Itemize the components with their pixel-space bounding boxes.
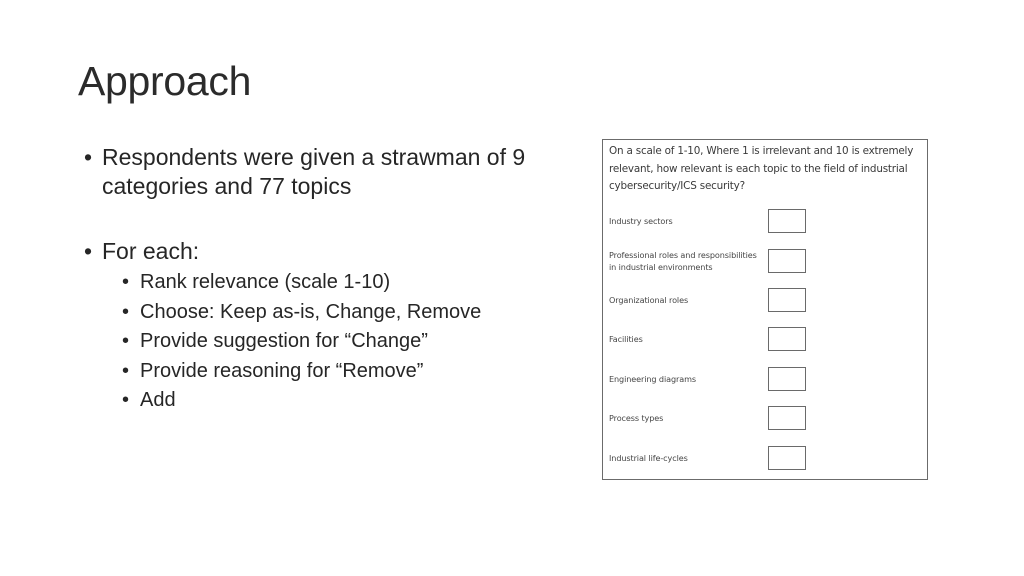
survey-row-facilities (603, 327, 929, 353)
survey-row-label: Engineering diagrams (609, 374, 697, 384)
survey-row-engineering-diagrams (603, 367, 929, 393)
survey-row-label: Professional roles and responsibilities in industrial environments (609, 250, 757, 272)
survey-row-industry-sectors (603, 209, 929, 235)
survey-question: On a scale of 1-10, Where 1 is irrelevant and 10 is extremely relevant, how relevant is each topic to the field of industrial cybersecurity/ICS security? (609, 145, 914, 192)
bullet-respondents: • Respondents were given a strawman of 9 categories and 77 topics (84, 143, 554, 201)
survey-row-label: Facilities (609, 334, 643, 344)
sub-bullet-add: • Add (122, 386, 554, 416)
sub-bullet-reasoning: • Provide reasoning for “Remove” (122, 357, 554, 387)
bullet-list (84, 143, 554, 416)
rating-input-box[interactable] (768, 327, 806, 351)
survey-form-image (602, 139, 928, 480)
rating-input-box[interactable] (768, 406, 806, 430)
survey-row-professional-roles (603, 249, 929, 275)
survey-row-industrial-life-cycles (603, 446, 929, 472)
slide-title: Approach (78, 58, 252, 104)
survey-row-label: Process types (609, 413, 664, 423)
survey-row-label: Industrial life-cycles (609, 453, 688, 463)
sub-bullet-rank: • Rank relevance (scale 1-10) (122, 268, 554, 298)
rating-input-box[interactable] (768, 209, 806, 233)
rating-input-box[interactable] (768, 288, 806, 312)
sub-bullet-choose: • Choose: Keep as-is, Change, Remove (122, 298, 554, 328)
bullet-for-each-label: For each: (102, 238, 200, 264)
sub-bullet-list (122, 268, 554, 416)
sub-bullet-suggestion: • Provide suggestion for “Change” (122, 327, 554, 357)
survey-row-organizational-roles (603, 288, 929, 314)
bullet-for-each (84, 237, 554, 416)
rating-input-box[interactable] (768, 446, 806, 470)
rating-input-box[interactable] (768, 249, 806, 273)
rating-input-box[interactable] (768, 367, 806, 391)
survey-row-label: Organizational roles (609, 295, 689, 305)
survey-row-label: Industry sectors (609, 216, 673, 226)
survey-row-process-types (603, 406, 929, 432)
